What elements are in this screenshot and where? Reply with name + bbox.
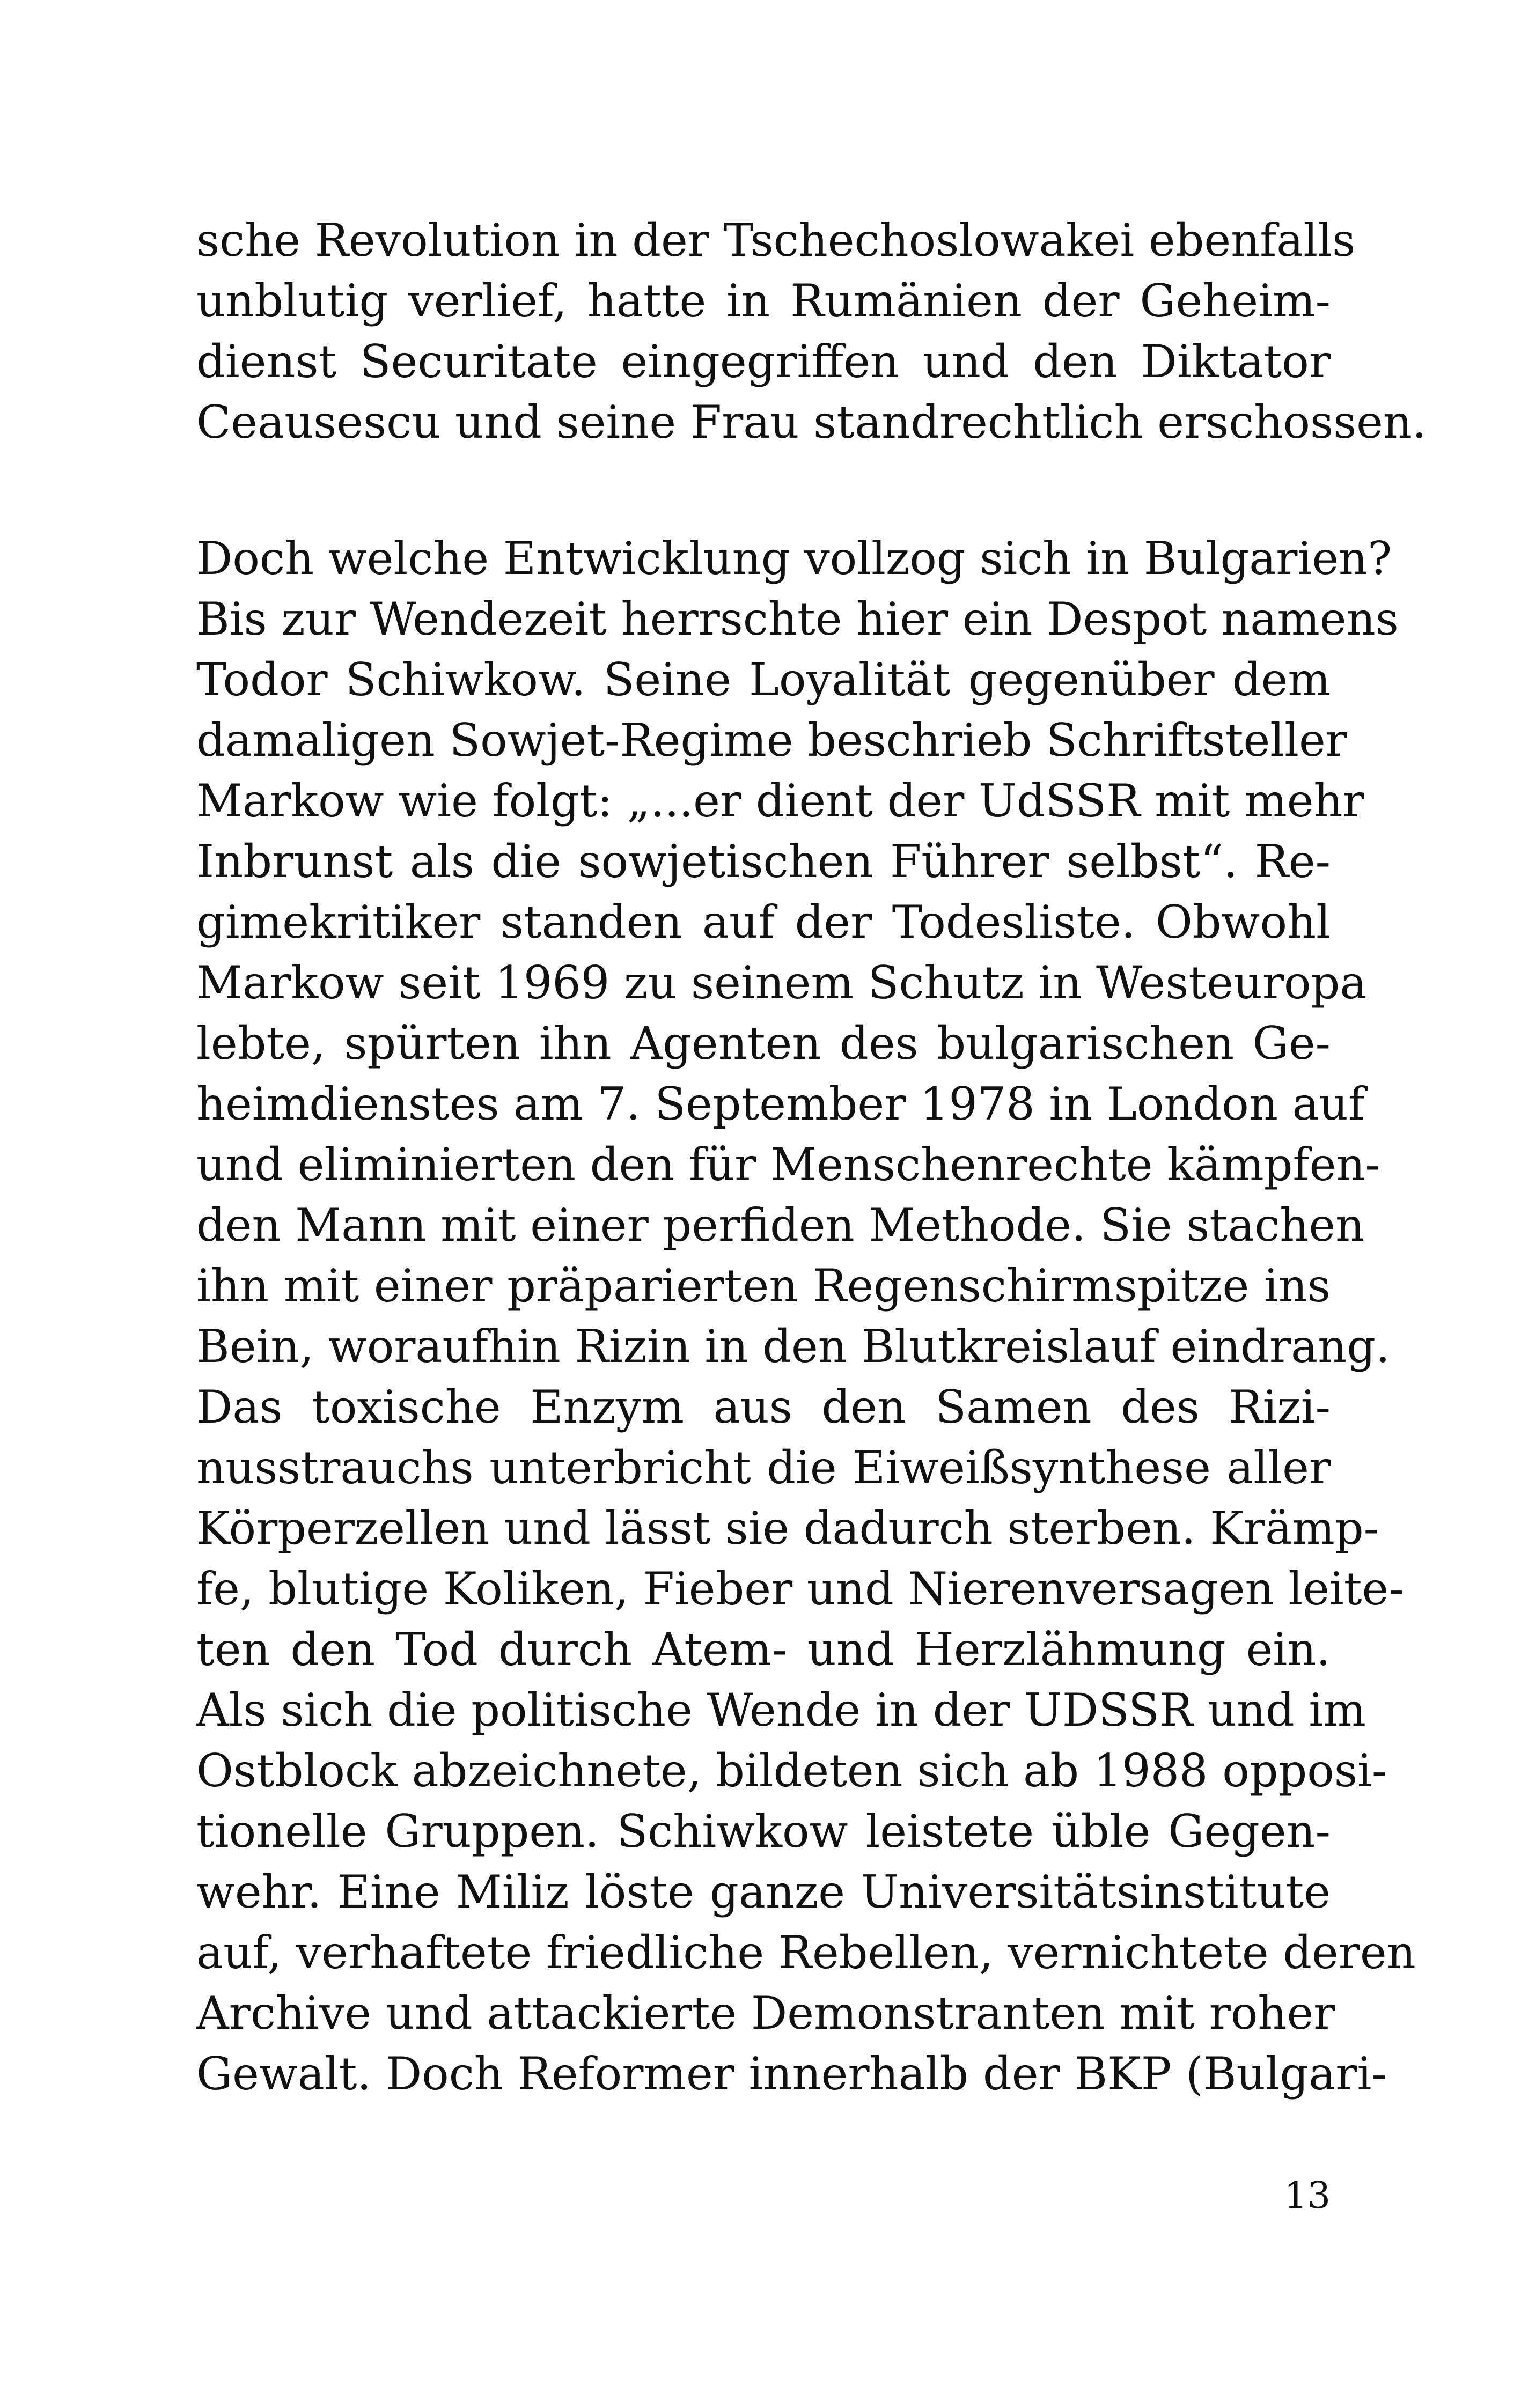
text-line: Körperzellen und lässt sie dadurch sterben. Krämp- bbox=[196, 1502, 1379, 1555]
page-number: 13 bbox=[1284, 2175, 1331, 2217]
text-line: Ostblock abzeichnete, bildeten sich ab 1988 opposi- bbox=[196, 1744, 1387, 1797]
text-line: damaligen Sowjet-Regime beschrieb Schriftsteller bbox=[196, 714, 1347, 767]
text-line: sche Revolution in der Tschechoslowakei ebenfalls bbox=[196, 214, 1356, 267]
text-line: ihn mit einer präparierten Regenschirmspitze ins bbox=[196, 1260, 1331, 1312]
text-line: lebte, spürten ihn Agenten des bulgarischen Ge- bbox=[196, 1017, 1331, 1070]
text-line: Bis zur Wendezeit herrschte hier ein Despot namens bbox=[196, 593, 1399, 645]
text-line: Markow wie folgt: „...er dient der UdSSR mit mehr bbox=[196, 775, 1364, 827]
text-line: tionelle Gruppen. Schiwkow leistete üble Gegen- bbox=[196, 1805, 1331, 1858]
paragraph bbox=[196, 210, 1427, 453]
text-line: nusstrauchs unterbricht die Eiweißsynthese aller bbox=[196, 1441, 1331, 1494]
text-line: Inbrunst als die sowjetischen Führer selbst“. Re- bbox=[196, 835, 1331, 888]
text-line: Todor Schiwkow. Seine Loyalität gegenüber dem bbox=[196, 653, 1331, 706]
text-line: fe, blutige Koliken, Fieber und Nierenversagen leite- bbox=[196, 1563, 1404, 1615]
text-line: und eliminierten den für Menschenrechte kämpfen- bbox=[196, 1138, 1380, 1191]
text-line: Gewalt. Doch Reformer innerhalb der BKP (Bulgari- bbox=[196, 2048, 1387, 2100]
text-line: gimekritiker standen auf der Todesliste. Obwohl bbox=[196, 896, 1331, 948]
text-line: Als sich die politische Wende in der UDSSR und im bbox=[196, 1684, 1366, 1736]
text-line: Archive und attackierte Demonstranten mit roher bbox=[196, 1987, 1335, 2039]
text-line: Bein, woraufhin Rizin in den Blutkreislauf eindrang. bbox=[196, 1320, 1390, 1373]
text-line: den Mann mit einer perfiden Methode. Sie stachen bbox=[196, 1199, 1365, 1251]
text-line: auf, verhaftete friedliche Rebellen, vernichtete deren bbox=[196, 1926, 1416, 1979]
text-line: Doch welche Entwicklung vollzog sich in Bulgarien? bbox=[196, 532, 1392, 585]
text-line: dienst Securitate eingegriffen und den Diktator bbox=[196, 335, 1331, 388]
text-line: unblutig verlief, hatte in Rumänien der Geheim- bbox=[196, 275, 1331, 327]
paragraph bbox=[196, 528, 1416, 2104]
text-line: heimdienstes am 7. September 1978 in London auf bbox=[196, 1078, 1365, 1130]
text-line: Das toxische Enzym aus den Samen des Rizi- bbox=[196, 1381, 1331, 1433]
text-line: Ceausescu und seine Frau standrechtlich erschossen. bbox=[196, 396, 1427, 448]
text-line: ten den Tod durch Atem- und Herzlähmung ein. bbox=[196, 1623, 1331, 1676]
text-line: wehr. Eine Miliz löste ganze Universitätsinstitute bbox=[196, 1866, 1331, 1918]
text-line: Markow seit 1969 zu seinem Schutz in Westeuropa bbox=[196, 956, 1367, 1009]
